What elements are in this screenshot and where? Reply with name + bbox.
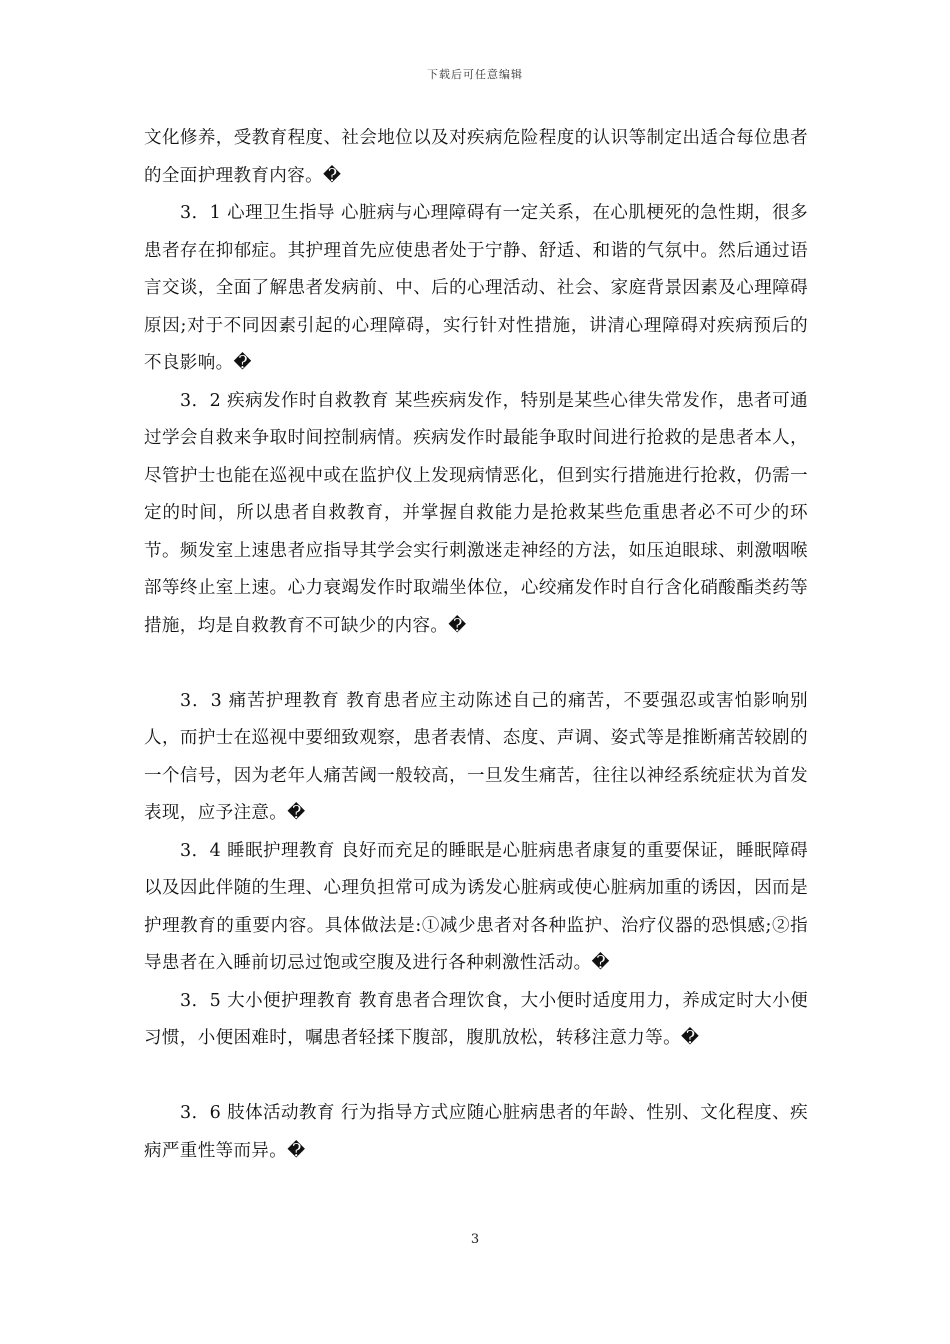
- paragraph-spacer: [144, 645, 808, 683]
- paragraph-3-2-self-rescue-education: 3．2 疾病发作时自救教育 某些疾病发作，特别是某些心律失常发作，患者可通过学会自救来争取时间控制病情。疾病发作时最能争取时间进行抢救的是患者本人，尽管护士也能在巡视中或在监护仪上发现病情恶化，但到实行措施进行抢救，仍需一定的时间，所以患者自救教育，并掌握自救能力是抢救某些危重患者必不可少的环节。频发室上速患者应指导其学会实行刺激迷走神经的方法，如压迫眼球、刺激咽喉部等终止室上速。心力衰竭发作时取端坐体位，心绞痛发作时自行含化硝酸酯类药等措施，均是自救教育不可缺少的内容。�: [144, 390, 808, 636]
- paragraph-3-6-limb-activity-education: 3．6 肢体活动教育 行为指导方式应随心脏病患者的年龄、性别、文化程度、疾病严重性等而异。�: [144, 1103, 808, 1161]
- page-header: 下载后可任意编辑: [427, 68, 523, 81]
- document-body: [144, 120, 808, 1170]
- paragraph-3-5-toilet-care-education: 3．5 大小便护理教育 教育患者合理饮食，大小便时适度用力，养成定时大小便习惯，小便困难时，嘱患者轻揉下腹部，腹肌放松，转移注意力等。�: [144, 990, 808, 1048]
- paragraph-3-1-psychological-guidance: 3．1 心理卫生指导 心脏病与心理障碍有一定关系，在心肌梗死的急性期，很多患者存在抑郁症。其护理首先应使患者处于宁静、舒适、和谐的气氛中。然后通过语言交谈，全面了解患者发病前、中、后的心理活动、社会、家庭背景因素及心理障碍原因;对于不同因素引起的心理障碍，实行针对性措施，讲清心理障碍对疾病预后的不良影响。�: [144, 203, 808, 373]
- paragraph-spacer: [144, 1058, 808, 1096]
- page-number: 3: [470, 1232, 480, 1247]
- paragraph-intro-continuation: 文化修养，受教育程度、社会地位以及对疾病危险程度的认识等制定出适合每位患者的全面护理教育内容。�: [144, 128, 808, 186]
- paragraph-3-3-pain-care-education: 3．3 痛苦护理教育 教育患者应主动陈述自己的痛苦，不要强忍或害怕影响别人，而护士在巡视中要细致观察，患者表情、态度、声调、姿式等是推断痛苦较剧的一个信号，因为老年人痛苦阈一般较高，一旦发生痛苦，往往以神经系统症状为首发表现，应予注意。�: [144, 690, 808, 823]
- paragraph-3-4-sleep-care-education: 3．4 睡眠护理教育 良好而充足的睡眠是心脏病患者康复的重要保证，睡眠障碍以及因此伴随的生理、心理负担常可成为诱发心脏病或使心脏病加重的诱因，因而是护理教育的重要内容。具体做法是:①减少患者对各种监护、治疗仪器的恐惧感;②指导患者在入睡前切忌过饱或空腹及进行各种刺激性活动。�: [144, 840, 808, 973]
